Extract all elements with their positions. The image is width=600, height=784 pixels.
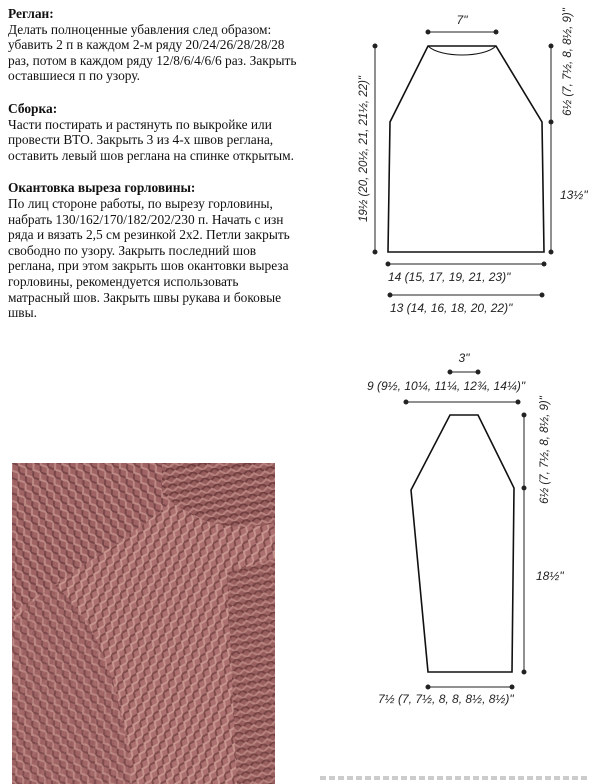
chest-width-label: 14 (15, 17, 19, 21, 23)" bbox=[388, 270, 511, 284]
sleeve-dimension-labels bbox=[367, 351, 564, 706]
section-body: Делать полноценные убавления след образом: убавить 2 п в каждом 2-м ряду 20/24/26/28/28/28 раз, потом в каждом ряду 12/8/6/4/6/6 раз. Закрыть оставшиеся п по узору. bbox=[8, 21, 297, 84]
page-edge-fragment bbox=[320, 776, 590, 780]
cuff-width-label: 7½ (7, 7½, 8, 8, 8½, 8½)" bbox=[378, 692, 514, 706]
section-body: Части постирать и растянуть по выкройке или провести ВТО. Закрыть 3 из 4-х швов реглана, оставить левый шов реглана на спинке открытым. bbox=[8, 116, 294, 163]
total-length-label: 19½ (20, 20½, 21, 21½, 22)" bbox=[358, 75, 370, 223]
raglan-depth-label: 6½ (7, 7½, 8, 8½, 9)" bbox=[562, 8, 574, 116]
hem-width-label: 13 (14, 16, 18, 20, 22)" bbox=[390, 301, 513, 315]
sleeve-raglan-depth-label: 6½ (7, 7½, 8, 8½, 9)" bbox=[539, 396, 551, 504]
body-outline bbox=[388, 46, 544, 252]
sleeve-schematic bbox=[411, 415, 514, 672]
upper-arm-width-label: 9 (9½, 10¼, 11¼, 12¾, 14¼)" bbox=[367, 379, 526, 393]
side-length-label: 13½" bbox=[560, 188, 588, 202]
neck-width-label: 7" bbox=[456, 13, 468, 27]
section-heading: Сборка: bbox=[8, 100, 58, 116]
section-heading: Окантовка выреза горловины: bbox=[8, 180, 196, 196]
body-dimension-lines bbox=[373, 30, 553, 297]
section-heading: Реглан: bbox=[8, 6, 54, 21]
sleeve-top-width-label: 3" bbox=[458, 351, 470, 365]
section-body: По лиц стороне работы, по вырезу горловины, набрать 130/162/170/182/202/230 п. Начать с изн ряда и вязать 2,5 см резинкой 2х2. Петли закрыть свободно по узору. Закрыть последний шов реглана, при этом закрыть шов окантовки выреза горловины, рекомендуется использовать матрасный шов. Закрыть швы рукава и боковые швы. bbox=[8, 195, 290, 321]
body-schematic bbox=[388, 46, 544, 252]
body-dimension-labels bbox=[358, 7, 588, 315]
sleeve-length-label: 18½" bbox=[536, 569, 564, 583]
sleeve-dimension-lines bbox=[404, 370, 526, 689]
sleeve-outline bbox=[411, 415, 514, 672]
neckline bbox=[428, 46, 496, 55]
